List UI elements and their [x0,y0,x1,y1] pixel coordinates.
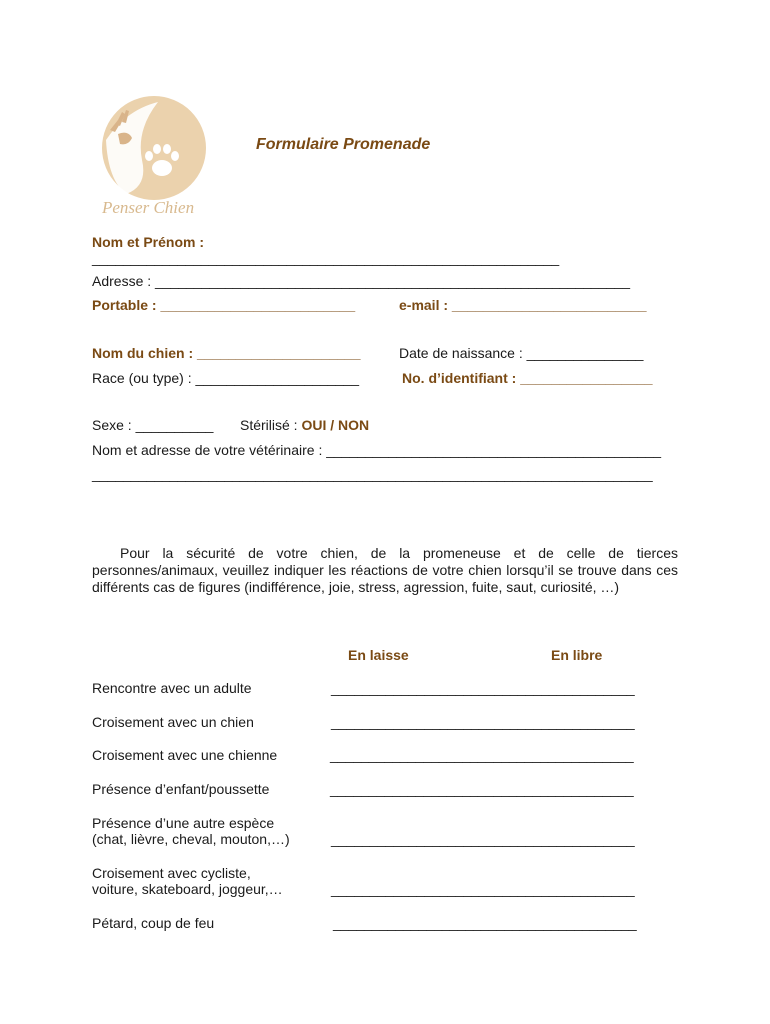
vet-field[interactable]: Nom et adresse de votre vétérinaire : ___________________________________________ [92,442,662,458]
answer-line[interactable]: _______________________________________ [333,915,637,931]
answer-line[interactable]: _______________________________________ [331,831,635,847]
situation-label: Pétard, coup de feu [92,915,215,931]
situation-label: Présence d’enfant/poussette [92,781,270,797]
answer-line[interactable]: _______________________________________ [330,747,634,763]
situation-label: Croisement avec un chien [92,714,254,730]
situation-label: Présence d’une autre espèce [92,815,275,831]
column-header-free: En libre [551,647,603,663]
phone-field[interactable]: Portable : _________________________ [92,297,356,313]
form-title: Formulaire Promenade [256,136,431,153]
sterilized-label: Stérilisé : [240,417,302,433]
logo-text: Penser Chien [102,198,195,217]
situation-label: Croisement avec une chienne [92,747,278,763]
address-field[interactable]: Adresse : _____________________________________________________________ [92,273,630,289]
answer-line[interactable]: _______________________________________ [331,881,635,897]
logo [96,90,216,220]
answer-line[interactable]: _______________________________________ [330,781,634,797]
birth-date-field[interactable]: Date de naissance : _______________ [399,345,644,361]
intro-paragraph: Pour la sécurité de votre chien, de la promeneuse et de celle de tierces personnes/animaux, veuillez indiquer les réactions de votre chien lorsqu’il se trouve dans ces différents cas de figures (indifférence, joie, stress, agression, fuite, saut, curiosité, …) [92,545,678,595]
situation-label: Rencontre avec un adulte [92,680,252,696]
name-label: Nom et Prénom : [92,234,205,250]
breed-field[interactable]: Race (ou type) : _____________________ [92,370,359,386]
situation-label: Croisement avec cycliste, [92,865,251,881]
dog-name-field[interactable]: Nom du chien : _____________________ [92,345,361,361]
email-field[interactable]: e-mail : _________________________ [399,297,647,313]
sterilized-field[interactable] [240,417,369,433]
sex-field[interactable]: Sexe : __________ [92,417,214,433]
situation-label-cont: voiture, skateboard, joggeur,… [92,881,283,897]
sterilized-options[interactable]: OUI / NON [301,417,370,433]
name-field-line[interactable]: ____________________________________________________________ [92,250,560,266]
column-header-leash: En laisse [348,647,409,663]
vet-field-line[interactable]: ________________________________________________________________________ [92,466,653,482]
answer-line[interactable]: _______________________________________ [331,714,635,730]
identifier-field[interactable]: No. d’identifiant : _________________ [402,370,653,386]
answer-line[interactable]: _______________________________________ [331,680,635,696]
situation-label-cont: (chat, lièvre, cheval, mouton,…) [92,831,290,847]
